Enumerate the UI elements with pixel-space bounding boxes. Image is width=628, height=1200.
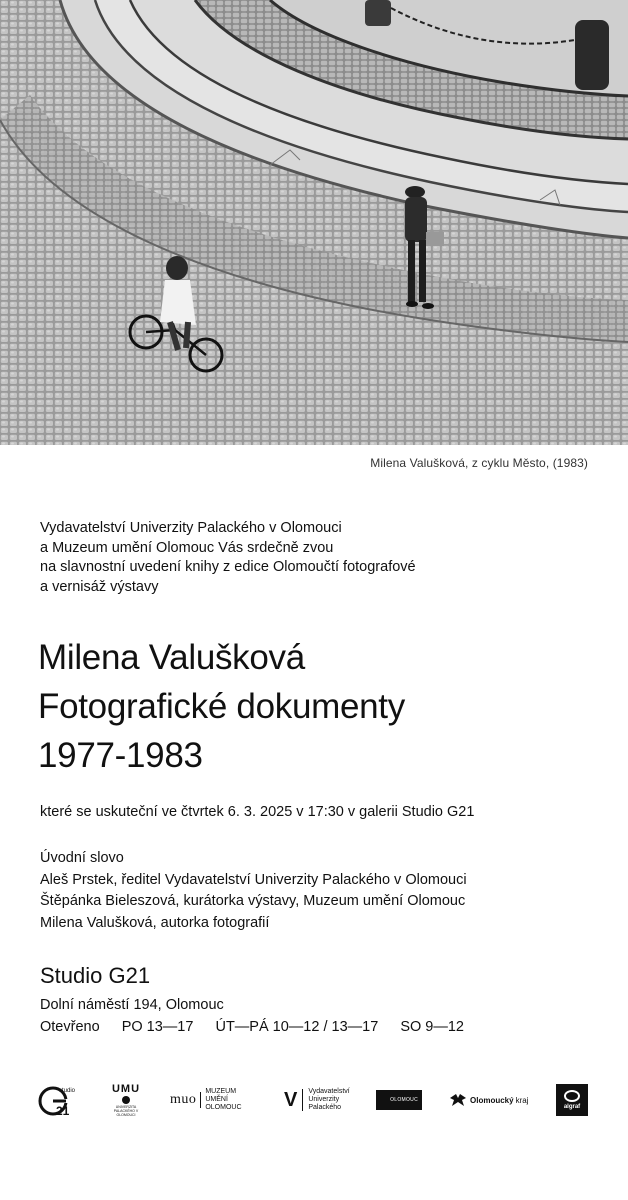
exhibition-title [38, 633, 618, 780]
hours-label: Otevřeno [40, 1019, 100, 1035]
event-date-text: které se uskuteční ve čtvrtek 6. 3. 2025 v 17:30 v galerii Studio G21 [40, 804, 475, 820]
hours-tue-fri: ÚT—PÁ 10—12 / 13—17 [215, 1019, 379, 1035]
intro-line: a Muzeum umění Olomouc Vás srdečně zvou [40, 539, 334, 556]
photo-caption: Milena Valušková, z cyklu Město, (1983) [370, 456, 588, 470]
title-author: Milena Valušková [38, 638, 305, 677]
algraf-logo: algraf [556, 1080, 588, 1120]
venue-name: Studio G21 [40, 963, 151, 988]
invitation-intro [40, 519, 600, 597]
title-book: Fotografické dokumenty [38, 687, 405, 726]
intro-line: na slavnostní uvedení knihy z edice Olomoučtí fotografové [40, 559, 416, 575]
studio-g21-logo [38, 1080, 76, 1120]
hero-photograph [0, 0, 628, 445]
title-years: 1977-1983 [38, 736, 203, 775]
olomoucky-kraj-logo: Olomoucký kraj [448, 1080, 532, 1120]
muo-logo: muo MUZEUM UMĚNÍ OLOMOUC [170, 1088, 242, 1111]
venue-address: Dolní náměstí 194, Olomouc [40, 997, 224, 1013]
intro-line: Vydavatelství Univerzity Palackého v Olomouci [40, 520, 342, 536]
speaker-item: Aleš Prstek, ředitel Vydavatelství Univerzity Palackého v Olomouci [40, 871, 467, 888]
svg-text:studio: studio [59, 1088, 76, 1094]
vup-logo: V Vydavatelství Univerzity Palackého [284, 1088, 350, 1111]
svg-text:21: 21 [56, 1104, 70, 1118]
speakers-section [40, 848, 467, 934]
speaker-item: Milena Valušková, autorka fotografií [40, 914, 270, 931]
partner-logos [38, 1080, 590, 1120]
opening-hours [40, 1019, 482, 1035]
umu-logo: UMU UNIVERZITA PALACKÉHO V OLOMOUCI [111, 1083, 141, 1117]
eagle-icon [448, 1090, 468, 1110]
olomouc-city-logo: OLOMOUC [376, 1080, 422, 1120]
speaker-item: Štěpánka Bieleszová, kurátorka výstavy, Muzeum umění Olomouc [40, 893, 466, 909]
speakers-heading: Úvodní slovo [40, 850, 124, 866]
intro-line: a vernisáž výstavy [40, 578, 159, 595]
street-scene-image [0, 0, 628, 445]
hours-saturday: SO 9—12 [400, 1019, 464, 1035]
hours-monday: PO 13—17 [121, 1019, 194, 1035]
